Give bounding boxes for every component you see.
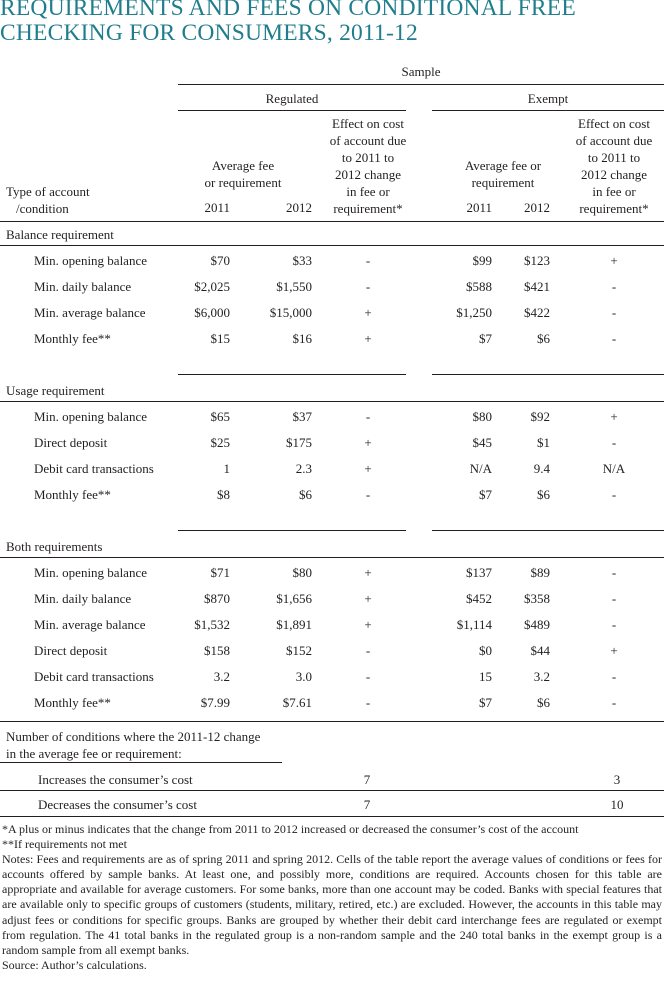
cell-exempt-effect: + bbox=[610, 409, 618, 424]
footnotes bbox=[2, 822, 662, 973]
row-label: Min. average balance bbox=[34, 617, 146, 632]
cell-exempt-2012: 3.2 bbox=[533, 669, 550, 684]
cell-exempt-2012: $421 bbox=[524, 279, 550, 294]
row-label: Direct deposit bbox=[34, 435, 108, 450]
type-of-account-header bbox=[6, 183, 90, 217]
row-label: Monthly fee** bbox=[34, 331, 111, 346]
cell-exempt-effect: - bbox=[611, 487, 617, 502]
cell-regulated-effect: + bbox=[364, 617, 372, 632]
cell-exempt-effect: - bbox=[611, 279, 617, 294]
conditions-increase-label: Increases the consumer’s cost bbox=[38, 772, 193, 787]
cell-regulated-2012: $16 bbox=[292, 331, 312, 346]
cell-regulated-effect: + bbox=[364, 461, 372, 476]
cell-exempt-2011: $137 bbox=[466, 565, 492, 580]
section-title-balance: Balance requirement bbox=[6, 227, 114, 242]
section-rule-balance bbox=[0, 245, 664, 246]
conditions-decrease-regulated: 7 bbox=[363, 797, 371, 812]
cell-regulated-2012: $80 bbox=[292, 565, 312, 580]
cell-exempt-2011: $7 bbox=[479, 331, 492, 346]
regulated-avg-header bbox=[178, 157, 308, 191]
cell-exempt-2012: $422 bbox=[524, 305, 550, 320]
cell-regulated-2011: $15 bbox=[210, 331, 230, 346]
section-title-usage: Usage requirement bbox=[6, 383, 105, 398]
effect-line-2: of account due bbox=[575, 133, 653, 148]
section-rule-both bbox=[0, 557, 664, 558]
type-line-1: Type of account bbox=[6, 184, 90, 199]
effect-line-1: Effect on cost bbox=[332, 116, 404, 131]
ex-2011-header: 2011 bbox=[466, 200, 492, 215]
both-ex-rule-top bbox=[432, 530, 664, 531]
cell-regulated-effect: - bbox=[365, 643, 371, 658]
table-bottom-rule bbox=[0, 816, 664, 817]
usage-ex-rule-top bbox=[432, 374, 664, 375]
cell-regulated-2012: $7.61 bbox=[282, 695, 312, 710]
header-bottom-rule bbox=[0, 221, 664, 222]
cell-regulated-effect: + bbox=[364, 305, 372, 320]
cell-exempt-effect: + bbox=[610, 643, 618, 658]
cell-exempt-2011: N/A bbox=[469, 461, 492, 476]
cell-exempt-2011: $7 bbox=[479, 695, 492, 710]
effect-line-3: to 2011 to bbox=[341, 150, 395, 165]
effect-line-4: 2012 change bbox=[334, 167, 402, 182]
conditions-decrease-label: Decreases the consumer’s cost bbox=[38, 797, 197, 812]
cell-exempt-2011: $7 bbox=[479, 487, 492, 502]
cell-regulated-2011: $870 bbox=[204, 591, 230, 606]
row-label: Min. opening balance bbox=[34, 565, 147, 580]
title-line-2: CHECKING FOR CONSUMERS, 2011-12 bbox=[0, 20, 418, 46]
row-label: Direct deposit bbox=[34, 643, 108, 658]
reg-2011-header: 2011 bbox=[204, 200, 230, 215]
cell-regulated-2012: 3.0 bbox=[295, 669, 312, 684]
exempt-rule bbox=[432, 110, 664, 111]
cell-regulated-2011: $2,025 bbox=[194, 279, 230, 294]
cell-regulated-2012: $37 bbox=[292, 409, 312, 424]
row-label: Debit card transactions bbox=[34, 669, 154, 684]
cell-exempt-2011: $99 bbox=[472, 253, 492, 268]
exempt-avg-header bbox=[438, 157, 568, 191]
cell-exempt-2012: $44 bbox=[530, 643, 550, 658]
cell-exempt-effect: - bbox=[611, 695, 617, 710]
row-label: Monthly fee** bbox=[34, 695, 111, 710]
conditions-title bbox=[6, 728, 260, 762]
cell-regulated-2011: $70 bbox=[210, 253, 230, 268]
exempt-avg-line-1: Average fee or bbox=[464, 158, 542, 173]
cell-exempt-2011: $1,250 bbox=[456, 305, 492, 320]
exempt-header: Exempt bbox=[527, 91, 569, 106]
cell-exempt-2012: $1 bbox=[537, 435, 550, 450]
cell-exempt-effect: - bbox=[611, 435, 617, 450]
conditions-label-rule bbox=[0, 762, 282, 763]
row-label: Min. average balance bbox=[34, 305, 146, 320]
cell-exempt-effect: - bbox=[611, 669, 617, 684]
cell-exempt-2012: $123 bbox=[524, 253, 550, 268]
table-title bbox=[0, 0, 576, 46]
regulated-rule bbox=[178, 110, 406, 111]
cell-regulated-2012: $15,000 bbox=[269, 305, 312, 320]
cell-regulated-2011: $6,000 bbox=[194, 305, 230, 320]
cell-exempt-effect: - bbox=[611, 305, 617, 320]
conditions-title-line-1: Number of conditions where the 2011-12 change bbox=[6, 729, 261, 744]
reg-2012-header: 2012 bbox=[286, 200, 312, 215]
cell-exempt-effect: - bbox=[611, 617, 617, 632]
row-label: Min. daily balance bbox=[34, 279, 132, 294]
cell-regulated-2011: $1,532 bbox=[194, 617, 230, 632]
exempt-avg-line-2: requirement bbox=[471, 175, 535, 190]
cell-regulated-effect: - bbox=[365, 695, 371, 710]
effect-line-6: requirement* bbox=[333, 201, 403, 216]
regulated-header: Regulated bbox=[265, 91, 319, 106]
row-label: Monthly fee** bbox=[34, 487, 111, 502]
cell-regulated-2011: 3.2 bbox=[213, 669, 230, 684]
row-label: Min. daily balance bbox=[34, 591, 132, 606]
cell-regulated-effect: - bbox=[365, 279, 371, 294]
cell-regulated-effect: + bbox=[364, 435, 372, 450]
type-line-2: /condition bbox=[16, 201, 69, 216]
cell-exempt-2011: $452 bbox=[466, 591, 492, 606]
cell-regulated-2012: $6 bbox=[299, 487, 312, 502]
cell-exempt-2012: $6 bbox=[537, 695, 550, 710]
cell-regulated-effect: - bbox=[365, 669, 371, 684]
footnote-double-star: **If requirements not met bbox=[2, 837, 127, 852]
sample-header: Sample bbox=[401, 64, 441, 79]
cell-exempt-effect: - bbox=[611, 565, 617, 580]
cell-regulated-effect: + bbox=[364, 591, 372, 606]
cell-exempt-2012: $358 bbox=[524, 591, 550, 606]
cell-regulated-2012: 2.3 bbox=[295, 461, 312, 476]
effect-line-1: Effect on cost bbox=[578, 116, 650, 131]
cell-regulated-2012: $33 bbox=[292, 253, 312, 268]
cell-regulated-2012: $1,550 bbox=[276, 279, 312, 294]
cell-regulated-2011: $71 bbox=[210, 565, 230, 580]
cell-regulated-2012: $152 bbox=[286, 643, 312, 658]
cell-regulated-2011: $158 bbox=[204, 643, 230, 658]
sample-rule bbox=[178, 84, 664, 85]
cell-regulated-effect: - bbox=[365, 409, 371, 424]
cell-exempt-effect: + bbox=[610, 253, 618, 268]
cell-exempt-effect: - bbox=[611, 331, 617, 346]
cell-regulated-2011: $8 bbox=[217, 487, 230, 502]
conditions-title-line-2: in the average fee or requirement: bbox=[6, 746, 182, 761]
row-label: Debit card transactions bbox=[34, 461, 154, 476]
ex-2012-header: 2012 bbox=[524, 200, 550, 215]
cell-exempt-effect: - bbox=[611, 591, 617, 606]
effect-line-4: 2012 change bbox=[580, 167, 648, 182]
regulated-effect-header bbox=[318, 115, 418, 217]
cell-exempt-2012: $6 bbox=[537, 331, 550, 346]
cell-regulated-effect: - bbox=[365, 253, 371, 268]
footnote-star: *A plus or minus indicates that the change from 2011 to 2012 increased or decreased the consumer’s cost of the account bbox=[2, 822, 579, 836]
section-rule-usage bbox=[0, 401, 664, 402]
cell-regulated-effect: + bbox=[364, 331, 372, 346]
cell-exempt-2011: $588 bbox=[466, 279, 492, 294]
cell-exempt-2011: $80 bbox=[472, 409, 492, 424]
cell-exempt-2012: $489 bbox=[524, 617, 550, 632]
cell-regulated-2011: $7.99 bbox=[200, 695, 230, 710]
cell-exempt-2011: 15 bbox=[479, 669, 492, 684]
cell-exempt-2011: $45 bbox=[472, 435, 492, 450]
effect-line-5: in fee or bbox=[346, 184, 390, 199]
both-reg-rule-top bbox=[178, 530, 406, 531]
cell-exempt-2012: $92 bbox=[530, 409, 550, 424]
exempt-effect-header bbox=[564, 115, 664, 217]
conditions-increase-exempt: 3 bbox=[613, 772, 621, 787]
conditions-rule-top bbox=[0, 721, 664, 722]
usage-reg-rule-top bbox=[178, 374, 406, 375]
conditions-increase-regulated: 7 bbox=[363, 772, 371, 787]
cell-regulated-2012: $175 bbox=[286, 435, 312, 450]
cell-exempt-2012: $89 bbox=[530, 565, 550, 580]
footnote-notes: Notes: Fees and requirements are as of spring 2011 and spring 2012. Cells of the table report the average values of conditions or fees for accounts offered by sample banks. At least one, and possibly more, conditions are required. Accounts chosen for this table are appropriate and available for average customers. For some banks, more than one account may be coded. Banks with special features that are available only to specific groups of customers (students, military, retired, etc.) are excluded. However, the accounts in this table may adjust fees or conditions for specific groups. Banks are grouped by whether their debit card interchange fees are regulated or exempt from regulation. The 41 total banks in the regulated group is a non-random sample and the 240 total banks in the exempt group is a random sample from all exempt banks. bbox=[2, 852, 662, 957]
cell-exempt-2011: $0 bbox=[479, 643, 492, 658]
cell-regulated-2011: $25 bbox=[210, 435, 230, 450]
effect-line-2: of account due bbox=[329, 133, 407, 148]
cell-exempt-effect: N/A bbox=[602, 461, 626, 476]
cell-exempt-2011: $1,114 bbox=[456, 617, 492, 632]
footnote-source: Source: Author’s calculations. bbox=[2, 957, 147, 972]
conditions-row-rule bbox=[0, 790, 664, 791]
effect-line-3: to 2011 to bbox=[587, 150, 641, 165]
section-title-both: Both requirements bbox=[6, 539, 103, 554]
cell-regulated-effect: - bbox=[365, 487, 371, 502]
regulated-avg-line-2: or requirement bbox=[204, 175, 282, 190]
effect-line-5: in fee or bbox=[592, 184, 636, 199]
cell-regulated-2011: 1 bbox=[223, 461, 230, 476]
cell-regulated-2012: $1,656 bbox=[276, 591, 312, 606]
title-line-1: REQUIREMENTS AND FEES ON CONDITIONAL FREE bbox=[0, 0, 576, 21]
cell-exempt-2012: 9.4 bbox=[533, 461, 550, 476]
row-label: Min. opening balance bbox=[34, 253, 147, 268]
cell-regulated-2011: $65 bbox=[210, 409, 230, 424]
regulated-avg-line-1: Average fee bbox=[211, 158, 275, 173]
conditions-decrease-exempt: 10 bbox=[610, 797, 624, 812]
cell-exempt-2012: $6 bbox=[537, 487, 550, 502]
cell-regulated-2012: $1,891 bbox=[276, 617, 312, 632]
effect-line-6: requirement* bbox=[579, 201, 649, 216]
row-label: Min. opening balance bbox=[34, 409, 147, 424]
cell-regulated-effect: + bbox=[364, 565, 372, 580]
